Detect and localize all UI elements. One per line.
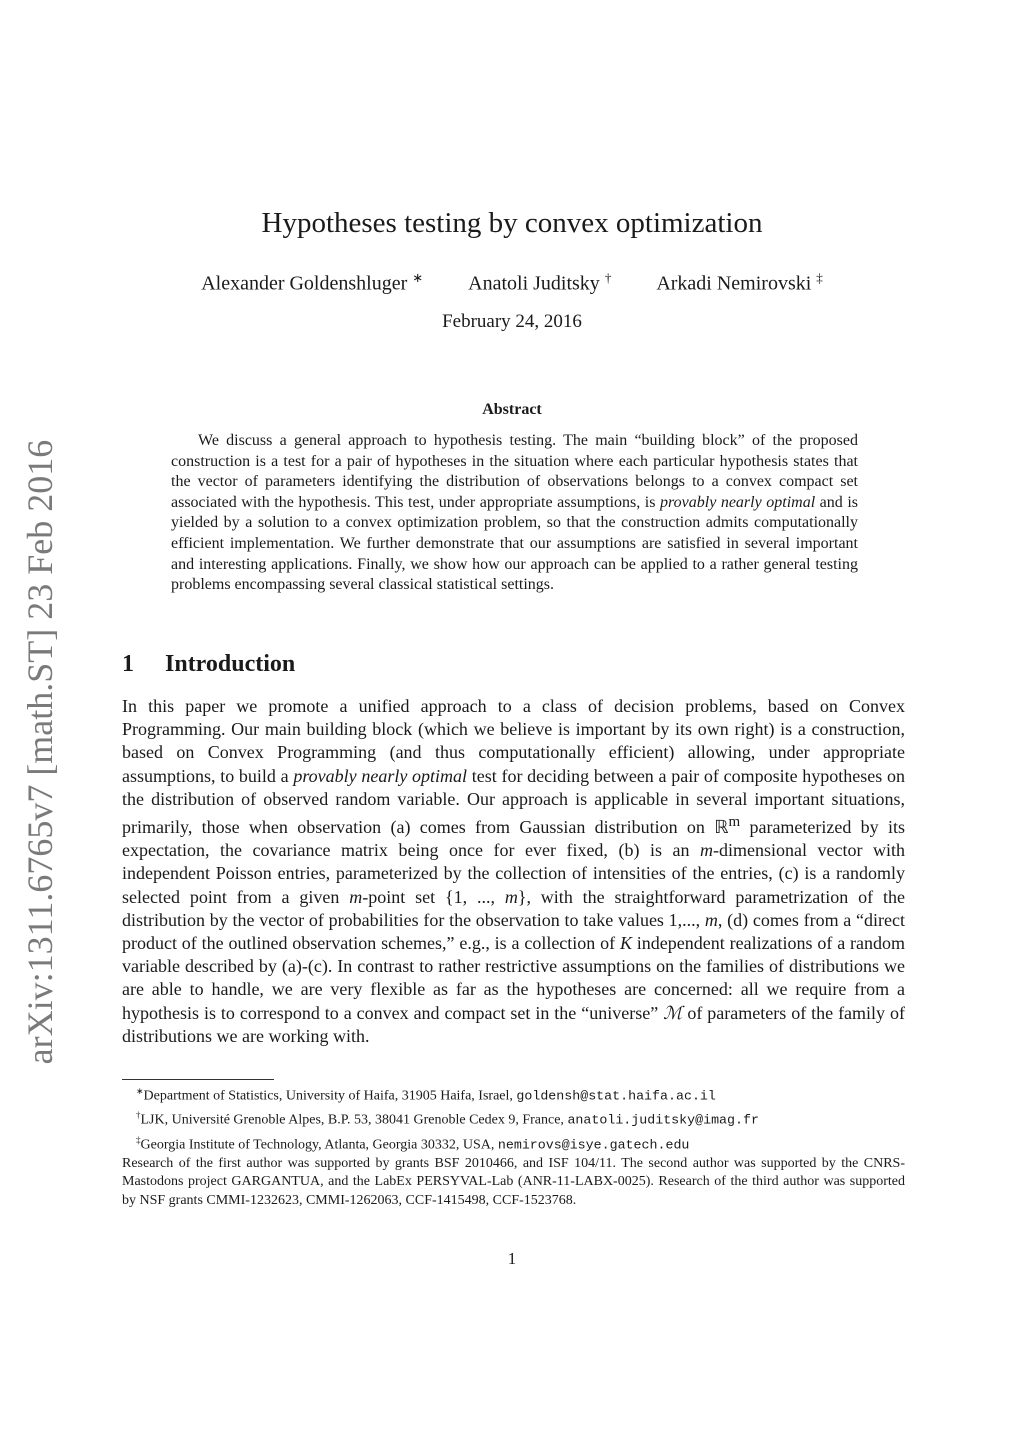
math-variable: m — [704, 909, 718, 930]
intro-text: -dimensional vector with independent Poisson entries, parameterized by the collection of intensities of the entries, (c) is a randomly selected point from a given — [122, 840, 905, 907]
abstract-text: and is yielded by a solution to a convex optimization problem, so that the construction admits computationally efficient implementation. We further demonstrate that our assumptions are satisfied in several important and interesting applications. Finally, we show how our approach can be applied to a rather general testing problems encompassing several classical statistical settings. — [171, 493, 858, 594]
footnote-mark: † — [136, 1110, 141, 1121]
author-footnote-mark[interactable]: † — [604, 270, 612, 285]
introduction-paragraph — [122, 695, 905, 1048]
intro-text: parameterized by its expectation, the covariance matrix being once for ever fixed, (b) is an — [122, 817, 905, 861]
abstract-heading: Abstract — [482, 401, 542, 418]
math-variable: m — [504, 886, 518, 907]
funding-note: Research of the first author was supported by grants BSF 2010466, and ISF 104/11. The second author was supported by the CNRS-Mastodons project GARGANTUA, and the LabEx PERSYVAL-Lab (ANR-11-LABX-0025). Research of the third author was supported by NSF grants CMMI-1232623, CMMI-1262063, CCF-1415498, CCF-1523768. — [122, 1155, 905, 1208]
footnote-divider — [122, 1079, 274, 1080]
arxiv-identifier: arXiv:1311.6765v7 [math.ST] 23 Feb 2016 — [20, 439, 60, 1065]
author-name: Alexander Goldenshluger — [201, 272, 408, 295]
abstract-text: We discuss a general approach to hypothesis testing. The main “building block” of the proposed construction is a test for a pair of hypotheses in the situation where each particular hypothesis states that the vector of parameters identifying the distribution of observations belongs to a convex compact set associated with the hypothesis. This test, under appropriate assumptions, is — [171, 432, 858, 511]
section-heading-introduction — [122, 648, 295, 680]
footnote-mark: ∗ — [136, 1086, 144, 1096]
footnote — [122, 1082, 905, 1106]
footnotes — [122, 1082, 905, 1211]
email-link[interactable]: anatoli.juditsky@imag.fr — [567, 1112, 759, 1128]
intro-text: }, with the straightforward parametrization of the distribution by the vector of probabilities for the observation to take values 1,..., — [122, 886, 905, 930]
intro-emphasis: provably nearly optimal — [293, 765, 468, 786]
intro-text: test for deciding between a pair of composite hypotheses on the distribution of observed random variable. Our approach is applicable in several important situations, primarily, those when observation (a) comes from Gaussian distribution on ℝ — [122, 765, 905, 838]
abstract-emphasis: provably nearly optimal — [660, 493, 816, 511]
email-link[interactable]: goldensh@stat.haifa.ac.il — [516, 1088, 716, 1104]
footnote — [122, 1106, 905, 1130]
intro-text: , (d) comes from a “direct product of the outlined observation schemes,” e.g., is a collection of — [122, 909, 905, 954]
intro-text: In this paper we promote a unified approach to a class of decision problems, based on Convex Programming. Our main building block (which we believe is important by its own right) is a construction, based on Convex Programming (and thus computationally efficient) allowing, under appropriate assumptions, to build a — [122, 696, 905, 786]
author-name: Arkadi Nemirovski — [656, 272, 812, 295]
footnote-text: Georgia Institute of Technology, Atlanta, Georgia 30332, USA, — [140, 1137, 498, 1153]
math-variable: m — [349, 886, 363, 907]
author — [656, 264, 822, 298]
email-link[interactable]: nemirovs@isye.gatech.edu — [497, 1137, 690, 1153]
author-list — [0, 264, 1024, 298]
author — [201, 264, 423, 298]
publication-date: February 24, 2016 — [442, 311, 582, 332]
footnote — [122, 1131, 905, 1155]
intro-text: independent realizations of a random variable described by (a)-(c). In contrast to rather restrictive assumptions on the families of distributions we are able to handle, we are very flexible as far as the hypotheses are concerned: all we require from a hypothesis is to correspond to a convex and compact set in the “universe” — [122, 933, 905, 1023]
abstract-body — [171, 431, 858, 596]
math-variable: m — [700, 840, 713, 861]
footnote-text: Department of Statistics, University of Haifa, 31905 Haifa, Israel, — [143, 1088, 517, 1104]
author-footnote-mark[interactable]: ∗ — [412, 270, 424, 285]
math-variable: ℳ — [663, 1002, 683, 1023]
intro-text: of parameters of the family of distributions we are working with. — [122, 1002, 905, 1046]
section-number: 1 — [122, 651, 134, 677]
math-superscript: m — [728, 814, 741, 831]
footnote-mark: ‡ — [136, 1134, 141, 1145]
math-variable: K — [619, 933, 632, 954]
author-name: Anatoli Juditsky — [468, 272, 600, 295]
author — [468, 264, 611, 298]
arxiv-sidebar — [18, 437, 62, 1067]
intro-text: -point set {1, ..., — [362, 886, 505, 907]
section-title: Introduction — [165, 651, 296, 677]
page-number: 1 — [507, 1249, 517, 1268]
footnote-text: LJK, Université Grenoble Alpes, B.P. 53, 38041 Grenoble Cedex 9, France, — [140, 1112, 568, 1128]
author-footnote-mark[interactable]: ‡ — [816, 270, 823, 285]
paper-title: Hypotheses testing by convex optimization — [261, 207, 763, 239]
